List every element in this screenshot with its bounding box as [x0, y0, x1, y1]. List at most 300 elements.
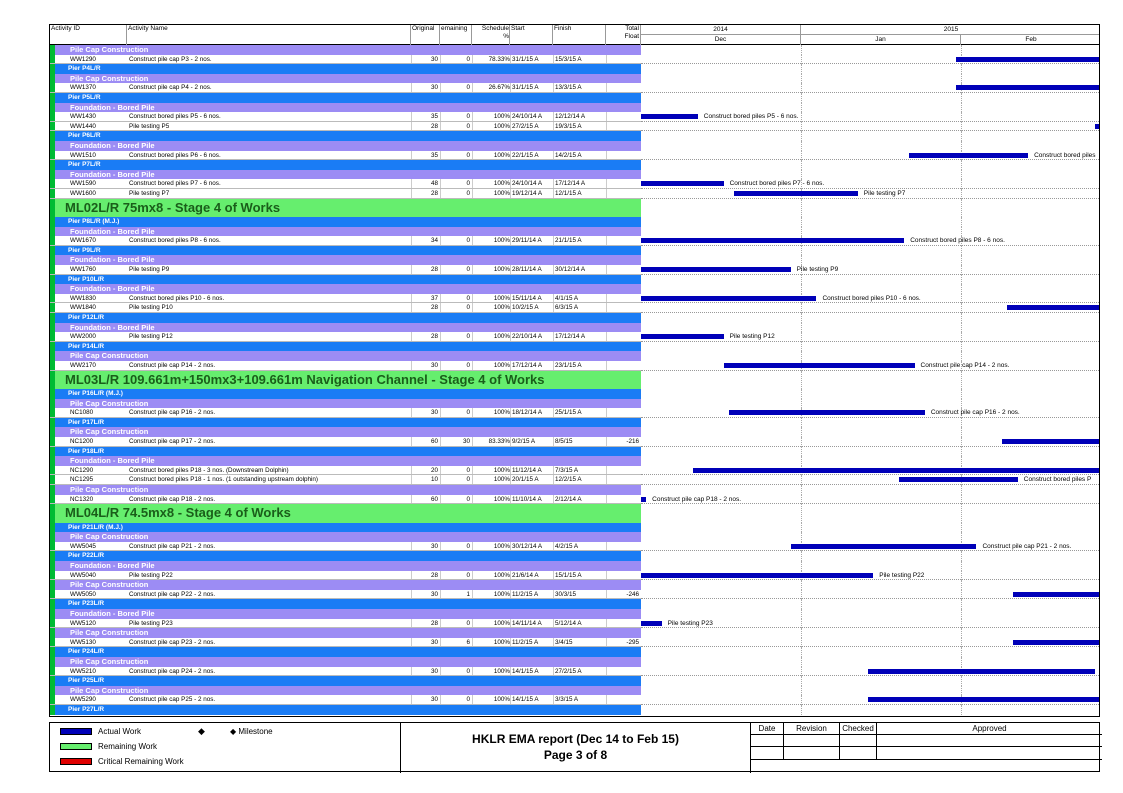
cell-divider [472, 437, 473, 446]
activity-row[interactable] [50, 361, 1100, 371]
group-header-row[interactable] [50, 485, 1100, 495]
month-gridline [961, 485, 962, 495]
cell-divider [553, 189, 554, 198]
wbs-level-strip [50, 571, 55, 580]
month-gridline [961, 504, 962, 522]
cell-divider [606, 361, 607, 370]
group-header-row[interactable] [50, 427, 1100, 437]
cell-divider [510, 542, 511, 551]
schedule-percent: 100% [493, 190, 510, 197]
group-header-row[interactable] [50, 103, 1100, 113]
signoff-cell [751, 735, 784, 747]
activity-name: Construct pile cap P16 - 2 nos. [129, 409, 216, 417]
finish-date: 17/12/14 A [555, 333, 586, 341]
pier-header-row[interactable] [50, 647, 1100, 657]
month-dec: Dec [641, 35, 801, 45]
wbs-level-strip [50, 342, 55, 352]
cell-divider [411, 571, 412, 580]
schedule-percent: 100% [493, 151, 510, 159]
pier-title: Pier P6L/R [68, 132, 101, 140]
activity-row[interactable] [50, 619, 1100, 629]
activity-row[interactable] [50, 638, 1100, 648]
group-header-row[interactable] [50, 580, 1100, 590]
group-header-row[interactable] [50, 609, 1100, 619]
cell-divider [440, 475, 441, 484]
month-feb: Feb [1025, 36, 1037, 43]
actual-work-bar[interactable] [1002, 439, 1100, 444]
finish-date: 4/1/15 A [555, 294, 579, 302]
wbs-level-strip [50, 246, 55, 256]
cell-divider [411, 475, 412, 484]
original-duration: 30 [430, 362, 438, 369]
pier-header-row[interactable] [50, 217, 1100, 227]
month-gridline [801, 275, 802, 285]
month-gridline [961, 74, 962, 84]
actual-work-bar[interactable] [641, 181, 724, 186]
activity-row[interactable] [50, 112, 1100, 122]
remaining-duration: 0 [466, 542, 470, 550]
activity-name: Construct pile cap P18 - 2 nos. [129, 495, 216, 503]
month-gridline [961, 93, 962, 103]
month-gridline [801, 93, 802, 103]
month-gridline [801, 284, 802, 294]
actual-work-bar[interactable] [1007, 305, 1100, 310]
pier-header-row[interactable] [50, 676, 1100, 686]
month-gridline [801, 485, 802, 495]
month-gridline [801, 647, 802, 657]
activity-row[interactable] [50, 571, 1100, 581]
remaining-duration: 0 [466, 304, 470, 312]
wbs-level-strip [50, 408, 55, 417]
wbs-level-strip [50, 93, 55, 103]
cell-divider [553, 590, 554, 599]
pier-header-row[interactable] [50, 418, 1100, 428]
finish-date: 5/12/14 A [555, 619, 582, 627]
cell-divider [510, 83, 511, 92]
wbs-level-strip [50, 676, 55, 686]
original-duration: 48 [430, 180, 438, 188]
month-gridline [801, 676, 802, 686]
activity-row[interactable] [50, 475, 1100, 485]
wbs-level-strip [50, 447, 55, 457]
remaining-duration: 0 [466, 333, 470, 341]
original-duration: 60 [430, 495, 438, 503]
activity-row[interactable] [50, 265, 1100, 275]
cell-divider [472, 122, 473, 131]
actual-work-bar[interactable] [641, 114, 698, 119]
original-duration: 30 [430, 667, 438, 675]
month-gridline [801, 504, 802, 522]
group-header-row[interactable] [50, 532, 1100, 542]
cell-divider [440, 638, 441, 647]
remaining-duration: 0 [466, 84, 470, 92]
remaining-duration: 0 [466, 294, 470, 302]
schedule-percent: 100% [493, 667, 510, 675]
activity-name: Construct bored piles P8 - 6 nos. [129, 237, 221, 245]
bar-label: Construct bored piles P10 - 6 nos. [822, 294, 921, 302]
pier-header-row[interactable] [50, 342, 1100, 352]
pier-title: Pier P7L/R [68, 161, 101, 169]
month-gridline [961, 141, 962, 151]
cell-divider [510, 571, 511, 580]
remaining-duration: 0 [466, 495, 470, 503]
group-title: Pile Cap Construction [70, 657, 149, 666]
cell-divider [440, 466, 441, 475]
activity-id: WW5045 [70, 542, 96, 550]
month-gridline [801, 580, 802, 590]
signoff-cell [877, 747, 1102, 760]
remaining-duration: 0 [466, 180, 470, 188]
start-date: 14/1/15 A [512, 667, 539, 675]
group-title: Foundation - Bored Pile [70, 609, 155, 618]
activity-name: Construct bored piles P5 - 6 nos. [129, 113, 221, 121]
group-header-row[interactable] [50, 255, 1100, 265]
project-header-row[interactable] [50, 504, 1100, 522]
bar-label: Construct bored piles P [1023, 476, 1092, 484]
month-jan: Jan [801, 35, 961, 45]
group-header-row[interactable] [50, 323, 1100, 333]
month-gridline [801, 389, 802, 399]
group-header-row[interactable] [50, 686, 1100, 696]
activity-name: Construct bored piles P6 - 6 nos. [129, 151, 221, 159]
cell-divider [411, 265, 412, 274]
project-header-row[interactable] [50, 371, 1100, 389]
activity-name: Pile testing P23 [129, 619, 173, 627]
cell-divider [606, 571, 607, 580]
cell-divider [472, 571, 473, 580]
group-header-row[interactable] [50, 399, 1100, 409]
activity-row[interactable] [50, 667, 1100, 677]
start-date: 24/10/14 A [512, 113, 543, 121]
group-title: Pile Cap Construction [70, 398, 149, 408]
cell-divider [510, 475, 511, 484]
wbs-level-strip [50, 361, 55, 370]
group-title: Pile Cap Construction [70, 628, 149, 638]
pier-header-row[interactable] [50, 160, 1100, 170]
month-gridline [801, 160, 802, 170]
month-gridline [961, 160, 962, 170]
start-date: 10/2/15 A [512, 304, 539, 312]
cell-divider [411, 112, 412, 121]
activity-id: WW5210 [70, 667, 96, 675]
actual-work-bar[interactable] [641, 497, 646, 502]
group-header-row[interactable] [50, 628, 1100, 638]
month-gridline [961, 599, 962, 609]
actual-work-bar[interactable] [641, 573, 873, 578]
schedule-percent: 100% [493, 237, 510, 245]
actual-work-bar[interactable] [734, 191, 858, 196]
col-remaining[interactable]: emaining [440, 25, 472, 45]
project-title: ML02L/R 75mx8 - Stage 4 of Works [65, 199, 281, 215]
group-header-row[interactable] [50, 227, 1100, 237]
activity-row[interactable] [50, 303, 1100, 313]
group-header-row[interactable] [50, 170, 1100, 180]
pier-header-row[interactable] [50, 705, 1100, 715]
cell-divider [510, 112, 511, 121]
cell-divider [440, 667, 441, 676]
pier-header-row[interactable] [50, 93, 1100, 103]
start-date: 17/12/14 A [512, 362, 543, 369]
month-gridline [801, 131, 802, 141]
activity-id: WW1830 [70, 294, 96, 302]
group-header-row[interactable] [50, 45, 1100, 55]
cell-divider [510, 466, 511, 475]
wbs-level-strip [50, 160, 55, 170]
cell-divider [472, 619, 473, 628]
actual-work-bar[interactable] [868, 669, 1095, 674]
schedule-percent: 100% [493, 122, 510, 130]
original-duration: 28 [430, 619, 438, 627]
month-gridline [801, 45, 802, 55]
actual-work-bar[interactable] [909, 153, 1028, 158]
wbs-level-strip [50, 151, 55, 160]
original-duration: 10 [430, 476, 438, 484]
cell-divider [606, 189, 607, 198]
actual-work-bar[interactable] [729, 410, 925, 415]
signoff-cell [784, 747, 840, 760]
group-header-row[interactable] [50, 74, 1100, 84]
pier-header-row[interactable] [50, 599, 1100, 609]
cell-divider [553, 542, 554, 551]
activity-row[interactable] [50, 408, 1100, 418]
actual-work-bar[interactable] [1095, 124, 1100, 129]
wbs-level-strip [50, 561, 55, 571]
cell-divider [440, 590, 441, 599]
activity-row[interactable] [50, 55, 1100, 65]
cell-divider [553, 112, 554, 121]
wbs-level-strip [50, 542, 55, 551]
cell-divider [440, 55, 441, 64]
finish-date: 30/12/14 A [555, 266, 586, 273]
activity-id: WW1670 [70, 237, 96, 245]
wbs-level-strip [50, 657, 55, 667]
cell-divider [411, 542, 412, 551]
month-gridline [801, 686, 802, 696]
activity-name: Pile testing P12 [129, 333, 173, 341]
actual-work-bar[interactable] [1013, 640, 1100, 645]
schedule-percent: 83.33% [488, 438, 510, 445]
actual-work-bar[interactable] [1013, 592, 1100, 597]
col-total-float[interactable]: Total Float [606, 25, 641, 45]
col-activity-name[interactable]: Activity Name [127, 25, 411, 45]
month-gridline [801, 551, 802, 561]
cell-divider [553, 55, 554, 64]
total-float: -295 [626, 638, 639, 646]
month-gridline [961, 399, 962, 409]
start-date: 11/10/14 A [512, 495, 542, 503]
cell-divider [553, 265, 554, 274]
actual-work-bar[interactable] [868, 697, 1100, 702]
col-finish[interactable]: Finish [553, 25, 606, 45]
month-gridline [801, 456, 802, 466]
pier-header-row[interactable] [50, 246, 1100, 256]
remaining-duration: 0 [466, 113, 470, 121]
bar-label: Construct pile cap P14 - 2 nos. [920, 362, 1010, 369]
actual-work-bar[interactable] [641, 334, 724, 339]
activity-row[interactable] [50, 151, 1100, 161]
group-header-row[interactable] [50, 351, 1100, 361]
cell-divider [510, 122, 511, 131]
activity-id: NC1080 [70, 409, 94, 417]
bar-label: Construct pile cap P21 - 2 nos. [982, 542, 1072, 550]
month-gridline [801, 103, 802, 113]
activity-id: WW1510 [70, 151, 96, 159]
signoff-grid [750, 723, 1101, 773]
original-duration: 34 [430, 237, 438, 245]
cell-divider [510, 265, 511, 274]
signoff-approved: Approved [877, 723, 1102, 735]
month-gridline [961, 45, 962, 55]
actual-work-bar[interactable] [956, 57, 1100, 62]
pier-header-row[interactable] [50, 523, 1100, 533]
month-gridline [961, 284, 962, 294]
month-gridline [961, 103, 962, 113]
milestone-diamond-icon: ◆ [230, 727, 239, 736]
pier-header-row[interactable] [50, 131, 1100, 141]
cell-divider [472, 236, 473, 245]
col-activity-id[interactable]: Activity ID [50, 25, 127, 45]
actual-work-bar[interactable] [724, 363, 915, 368]
pier-header-row[interactable] [50, 551, 1100, 561]
activity-row[interactable] [50, 189, 1100, 199]
activity-row[interactable] [50, 122, 1100, 132]
project-title: ML03L/R 109.661m+150mx3+109.661m Navigation Channel - Stage 4 of Works [65, 371, 545, 387]
actual-work-bar[interactable] [641, 267, 791, 272]
group-header-row[interactable] [50, 561, 1100, 571]
start-date: 14/11/14 A [512, 619, 542, 627]
schedule-percent: 100% [493, 696, 510, 704]
activity-row[interactable] [50, 179, 1100, 189]
original-duration: 30 [430, 696, 438, 704]
cell-divider [553, 695, 554, 704]
col-original[interactable]: Original [411, 25, 440, 45]
activity-row[interactable] [50, 542, 1100, 552]
pier-header-row[interactable] [50, 389, 1100, 399]
month-gridline [801, 170, 802, 180]
start-date: 22/10/14 A [512, 333, 543, 341]
cell-divider [510, 638, 511, 647]
report-title-block [400, 723, 750, 773]
cell-divider [510, 294, 511, 303]
cell-divider [553, 179, 554, 188]
month-gridline [801, 399, 802, 409]
project-header-row[interactable] [50, 199, 1100, 217]
activity-id: WW5290 [70, 696, 96, 704]
activity-id: WW2170 [70, 362, 96, 369]
activity-row[interactable] [50, 83, 1100, 93]
group-title: Foundation - Bored Pile [70, 169, 155, 179]
month-gridline [801, 609, 802, 619]
finish-date: 14/2/15 A [555, 151, 582, 159]
pier-header-row[interactable] [50, 313, 1100, 323]
activity-row[interactable] [50, 466, 1100, 476]
actual-work-bar[interactable] [899, 477, 1018, 482]
cell-divider [510, 189, 511, 198]
cell-divider [411, 151, 412, 160]
pier-header-row[interactable] [50, 275, 1100, 285]
remaining-duration: 0 [466, 190, 470, 197]
wbs-level-strip [50, 485, 55, 495]
actual-work-bar[interactable] [693, 468, 1100, 473]
schedule-percent: 100% [493, 542, 510, 550]
signoff-cell [877, 735, 1102, 747]
month-gridline [801, 427, 802, 437]
cell-divider [472, 590, 473, 599]
original-duration: 30 [430, 638, 438, 646]
cell-divider [553, 437, 554, 446]
schedule-percent: 100% [493, 266, 510, 273]
activity-row[interactable] [50, 495, 1100, 505]
wbs-level-strip [50, 705, 55, 715]
start-date: 22/1/15 A [512, 151, 539, 159]
group-header-row[interactable] [50, 284, 1100, 294]
start-date: 11/12/14 A [512, 466, 542, 474]
month-gridline [961, 523, 962, 533]
cell-divider [553, 638, 554, 647]
cell-divider [553, 619, 554, 628]
group-header-row[interactable] [50, 141, 1100, 151]
cell-divider [411, 303, 412, 312]
group-header-row[interactable] [50, 657, 1100, 667]
finish-date: 27/2/15 A [555, 667, 582, 675]
wbs-level-strip [50, 294, 55, 303]
legend-milestone [230, 727, 273, 737]
activity-row[interactable] [50, 695, 1100, 705]
finish-date: 15/3/15 A [555, 55, 582, 63]
col-schedule-pct[interactable]: Schedule % [472, 25, 510, 45]
activity-row[interactable] [50, 332, 1100, 342]
month-gridline [801, 628, 802, 638]
cell-divider [606, 542, 607, 551]
schedule-percent: 100% [493, 590, 510, 598]
wbs-level-strip [50, 83, 55, 92]
activity-row[interactable] [50, 236, 1100, 246]
remaining-duration: 0 [466, 667, 470, 675]
start-date: 9/2/15 A [512, 438, 536, 445]
schedule-percent: 100% [493, 619, 510, 627]
actual-work-bar[interactable] [956, 85, 1100, 90]
actual-work-bar[interactable] [641, 238, 904, 243]
schedule-percent: 78.33% [488, 55, 510, 63]
activity-row[interactable] [50, 590, 1100, 600]
pier-header-row[interactable] [50, 64, 1100, 74]
actual-work-bar[interactable] [641, 621, 662, 626]
cell-divider [440, 179, 441, 188]
group-title: Foundation - Bored Pile [70, 141, 155, 150]
signoff-cell [840, 747, 877, 760]
cell-divider [411, 189, 412, 198]
cell-divider [606, 466, 607, 475]
pier-title: Pier P5L/R [68, 94, 101, 101]
pier-header-row[interactable] [50, 447, 1100, 457]
col-start[interactable]: Start [510, 25, 553, 45]
cell-divider [472, 189, 473, 198]
activity-row[interactable] [50, 294, 1100, 304]
wbs-level-strip [50, 236, 55, 245]
legend-diamond-icon: ◆ [198, 726, 205, 736]
actual-work-bar[interactable] [791, 544, 977, 549]
cell-divider [440, 332, 441, 341]
cell-divider [553, 466, 554, 475]
start-date: 20/1/15 A [512, 476, 539, 484]
group-header-row[interactable] [50, 456, 1100, 466]
finish-date: 15/1/15 A [555, 571, 582, 579]
month-gridline [961, 532, 962, 542]
activity-row[interactable] [50, 437, 1100, 447]
actual-work-bar[interactable] [641, 296, 816, 301]
wbs-level-strip [50, 418, 55, 428]
bar-label: Construct pile cap P18 - 2 nos. [652, 495, 742, 503]
